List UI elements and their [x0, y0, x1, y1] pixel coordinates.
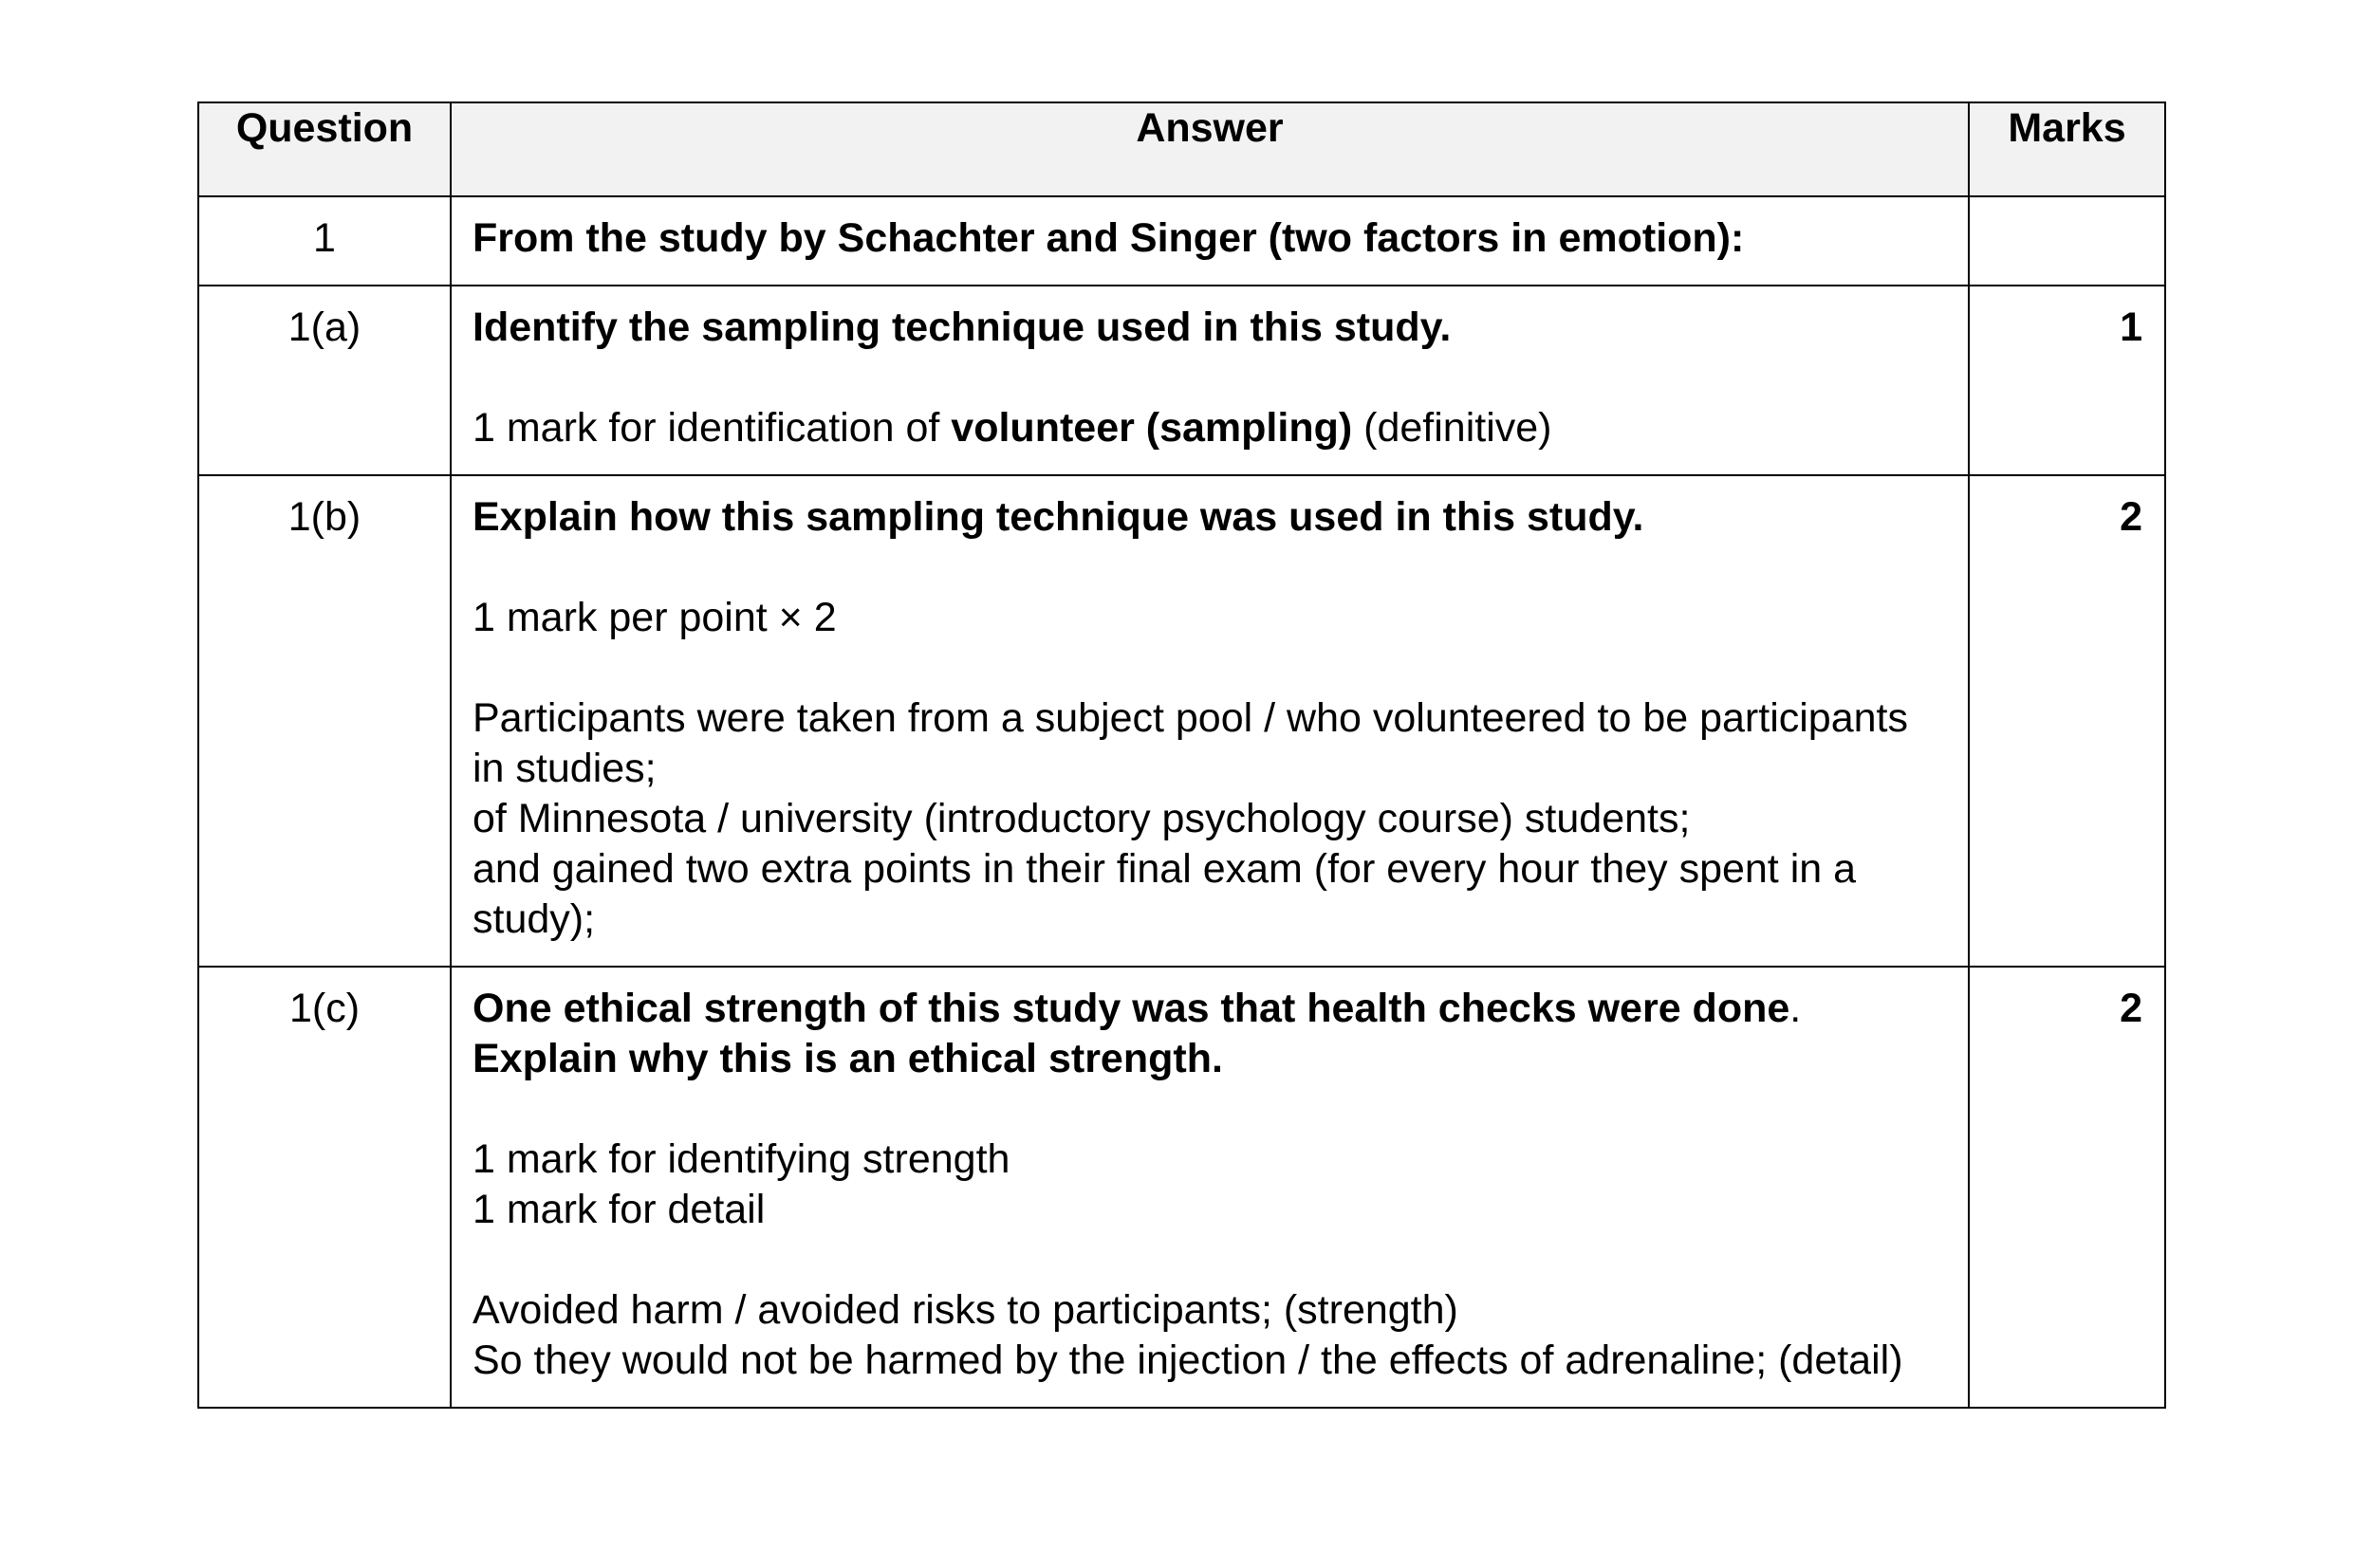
indicative-content [473, 693, 1941, 945]
indicative-content [473, 1285, 1941, 1386]
answer-cell [451, 475, 1969, 967]
answer-point: of Minnesota / university (introductory psychology course) students; [473, 796, 1691, 841]
marks-cell [1969, 196, 2165, 286]
prompt-text: One ethical strength of this study was that health checks were done [473, 986, 1790, 1031]
guidance-suffix: (definitive) [1352, 405, 1552, 451]
guidance-line: 1 mark for detail [473, 1187, 766, 1232]
question-prompt: Identify the sampling technique used in this study. [473, 304, 1452, 350]
guidance-line: 1 mark for identifying strength [473, 1136, 1010, 1182]
mark-guidance: 1 mark per point × 2 [473, 595, 837, 640]
header-row [198, 102, 2165, 196]
table-row [198, 475, 2165, 967]
question-number: 1(c) [198, 967, 451, 1408]
table-row [198, 967, 2165, 1408]
marks-cell: 2 [1969, 967, 2165, 1408]
question-number: 1 [198, 196, 451, 286]
question-prompt [473, 984, 1941, 1084]
answer-cell [451, 196, 1969, 286]
prompt-full-stop: . [1789, 986, 1802, 1031]
guidance-key-term: volunteer (sampling) [951, 405, 1353, 451]
answer-cell [451, 967, 1969, 1408]
table-row [198, 196, 2165, 286]
question-stem: From the study by Schachter and Singer (two factors in emotion): [473, 215, 1745, 261]
question-prompt: Explain how this sampling technique was used in this study. [473, 494, 1644, 540]
table-header [198, 102, 2165, 196]
answer-point: and gained two extra points in their final exam (for every hour they spent in a study); [473, 846, 1857, 942]
mark-guidance [473, 1134, 1941, 1235]
answer-point: Avoided harm / avoided risks to participants; (strength) [473, 1287, 1458, 1333]
answer-point: So they would not be harmed by the injection / the effects of adrenaline; (detail) [473, 1337, 1903, 1383]
header-marks: Marks [1969, 102, 2165, 196]
mark-guidance [473, 403, 1941, 453]
marks-cell: 1 [1969, 286, 2165, 475]
question-number: 1(a) [198, 286, 451, 475]
header-question: Question [198, 102, 451, 196]
prompt-line: Explain why this is an ethical strength. [473, 1036, 1223, 1081]
mark-scheme-table [197, 101, 2166, 1409]
table-body [198, 196, 2165, 1408]
header-answer: Answer [451, 102, 1969, 196]
table-row [198, 286, 2165, 475]
answer-cell [451, 286, 1969, 475]
guidance-prefix: 1 mark for identification of [473, 405, 952, 451]
question-number: 1(b) [198, 475, 451, 967]
answer-point: Participants were taken from a subject pool / who volunteered to be participants in studies; [473, 695, 1908, 791]
prompt-line [473, 984, 1941, 1034]
marks-cell: 2 [1969, 475, 2165, 967]
